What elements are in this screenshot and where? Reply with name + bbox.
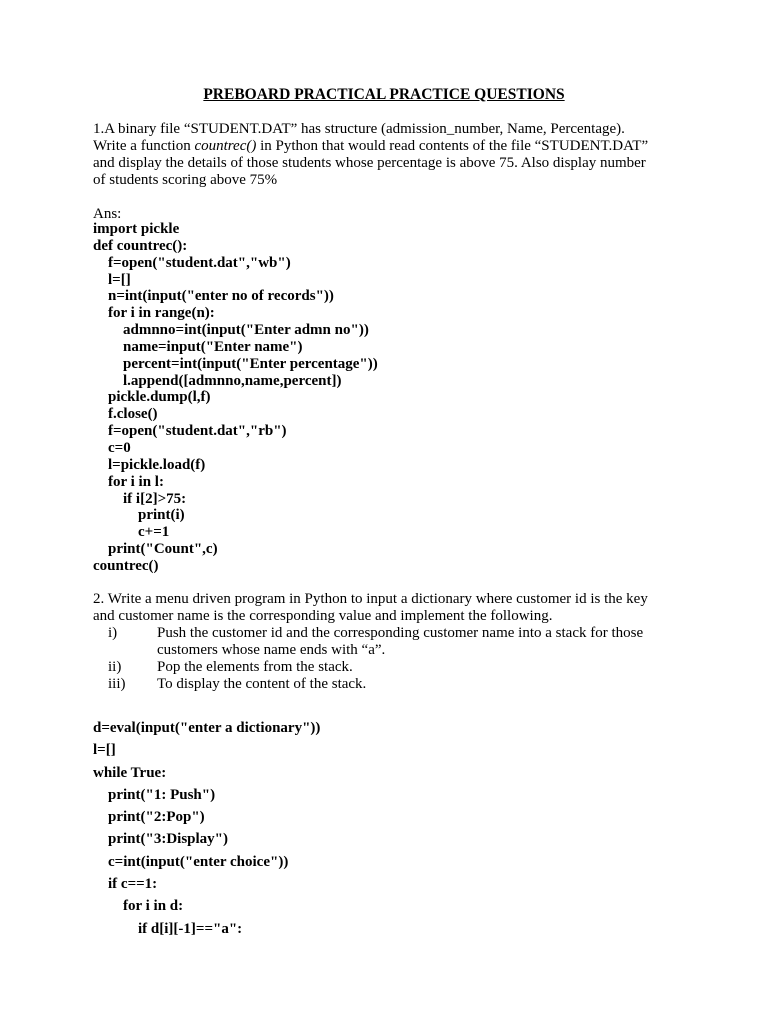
list-item [93, 625, 713, 642]
question-1-line-3: and display the details of those students whose percentage is above 75. Also display number [93, 155, 646, 171]
code-line: c+=1 [138, 524, 170, 541]
code-line: l=[] [108, 271, 131, 288]
code-line: name=input("Enter name") [123, 338, 303, 355]
list-item [93, 659, 713, 676]
code-line: admnno=int(input("Enter admn no")) [123, 322, 369, 339]
code-line: if d[i][-1]=="a": [138, 920, 243, 937]
code-line: percent=int(input("Enter percentage")) [123, 355, 378, 372]
question-1-line-1: 1.A binary file “STUDENT.DAT” has structure (admission_number, Name, Percentage). [93, 121, 625, 137]
list-text: Push the customer id and the corresponding customer name into a stack for those [157, 625, 644, 641]
question-2-line-2: and customer name is the corresponding value and implement the following. [93, 608, 553, 624]
question-1-text: in Python that would read contents of the file “STUDENT.DAT” [256, 138, 649, 154]
code-line: print("3:Display") [108, 831, 228, 848]
code-line: for i in range(n): [108, 305, 215, 322]
code-line: countrec() [93, 557, 159, 574]
code-line: for i in l: [108, 473, 164, 490]
code-line: f=open("student.dat","wb") [108, 254, 291, 271]
code-line: if c==1: [108, 876, 158, 893]
code-line: import pickle [93, 221, 180, 237]
code-line: c=0 [108, 439, 131, 456]
code-line: n=int(input("enter no of records")) [108, 288, 334, 305]
list-item [93, 642, 713, 659]
code-block-2 [93, 717, 320, 940]
list-item [93, 676, 713, 693]
list-number: i) [108, 625, 118, 641]
list-text: To display the content of the stack. [157, 676, 367, 692]
code-block-1 [93, 221, 378, 575]
code-line: while True: [93, 764, 167, 781]
code-line: l.append([admnno,name,percent]) [123, 372, 342, 389]
question-2-line-1: 2. Write a menu driven program in Python to input a dictionary where customer id is the key [93, 591, 648, 607]
code-line: print(i) [138, 507, 185, 524]
list-text: customers whose name ends with “a”. [157, 642, 386, 658]
code-line: f=open("student.dat","rb") [108, 423, 287, 440]
code-line: print("Count",c) [108, 541, 218, 558]
list-text: Pop the elements from the stack. [157, 659, 353, 675]
code-line: for i in d: [123, 898, 184, 915]
code-line: f.close() [108, 406, 158, 423]
question-1-line-4: of students scoring above 75% [93, 172, 278, 188]
code-line: d=eval(input("enter a dictionary")) [93, 720, 321, 736]
page-title: PREBOARD PRACTICAL PRACTICE QUESTIONS [203, 86, 565, 103]
code-line: l=pickle.load(f) [108, 456, 206, 473]
code-line: c=int(input("enter choice")) [108, 853, 289, 870]
list-number: ii) [108, 659, 122, 675]
question-1 [93, 121, 693, 189]
answer-label: Ans: [93, 206, 122, 222]
code-line: print("1: Push") [108, 786, 216, 803]
question-1-line-2 [93, 138, 693, 155]
code-line: if i[2]>75: [123, 490, 187, 507]
question-2 [93, 591, 693, 625]
code-line: pickle.dump(l,f) [108, 389, 211, 406]
code-line: l=[] [93, 742, 116, 759]
question-1-text: Write a function [93, 138, 195, 154]
question-2-list [93, 625, 713, 693]
function-name: countrec() [194, 138, 257, 154]
code-line: def countrec(): [93, 237, 188, 254]
code-line: print("2:Pop") [108, 809, 205, 826]
list-number: iii) [108, 676, 126, 692]
